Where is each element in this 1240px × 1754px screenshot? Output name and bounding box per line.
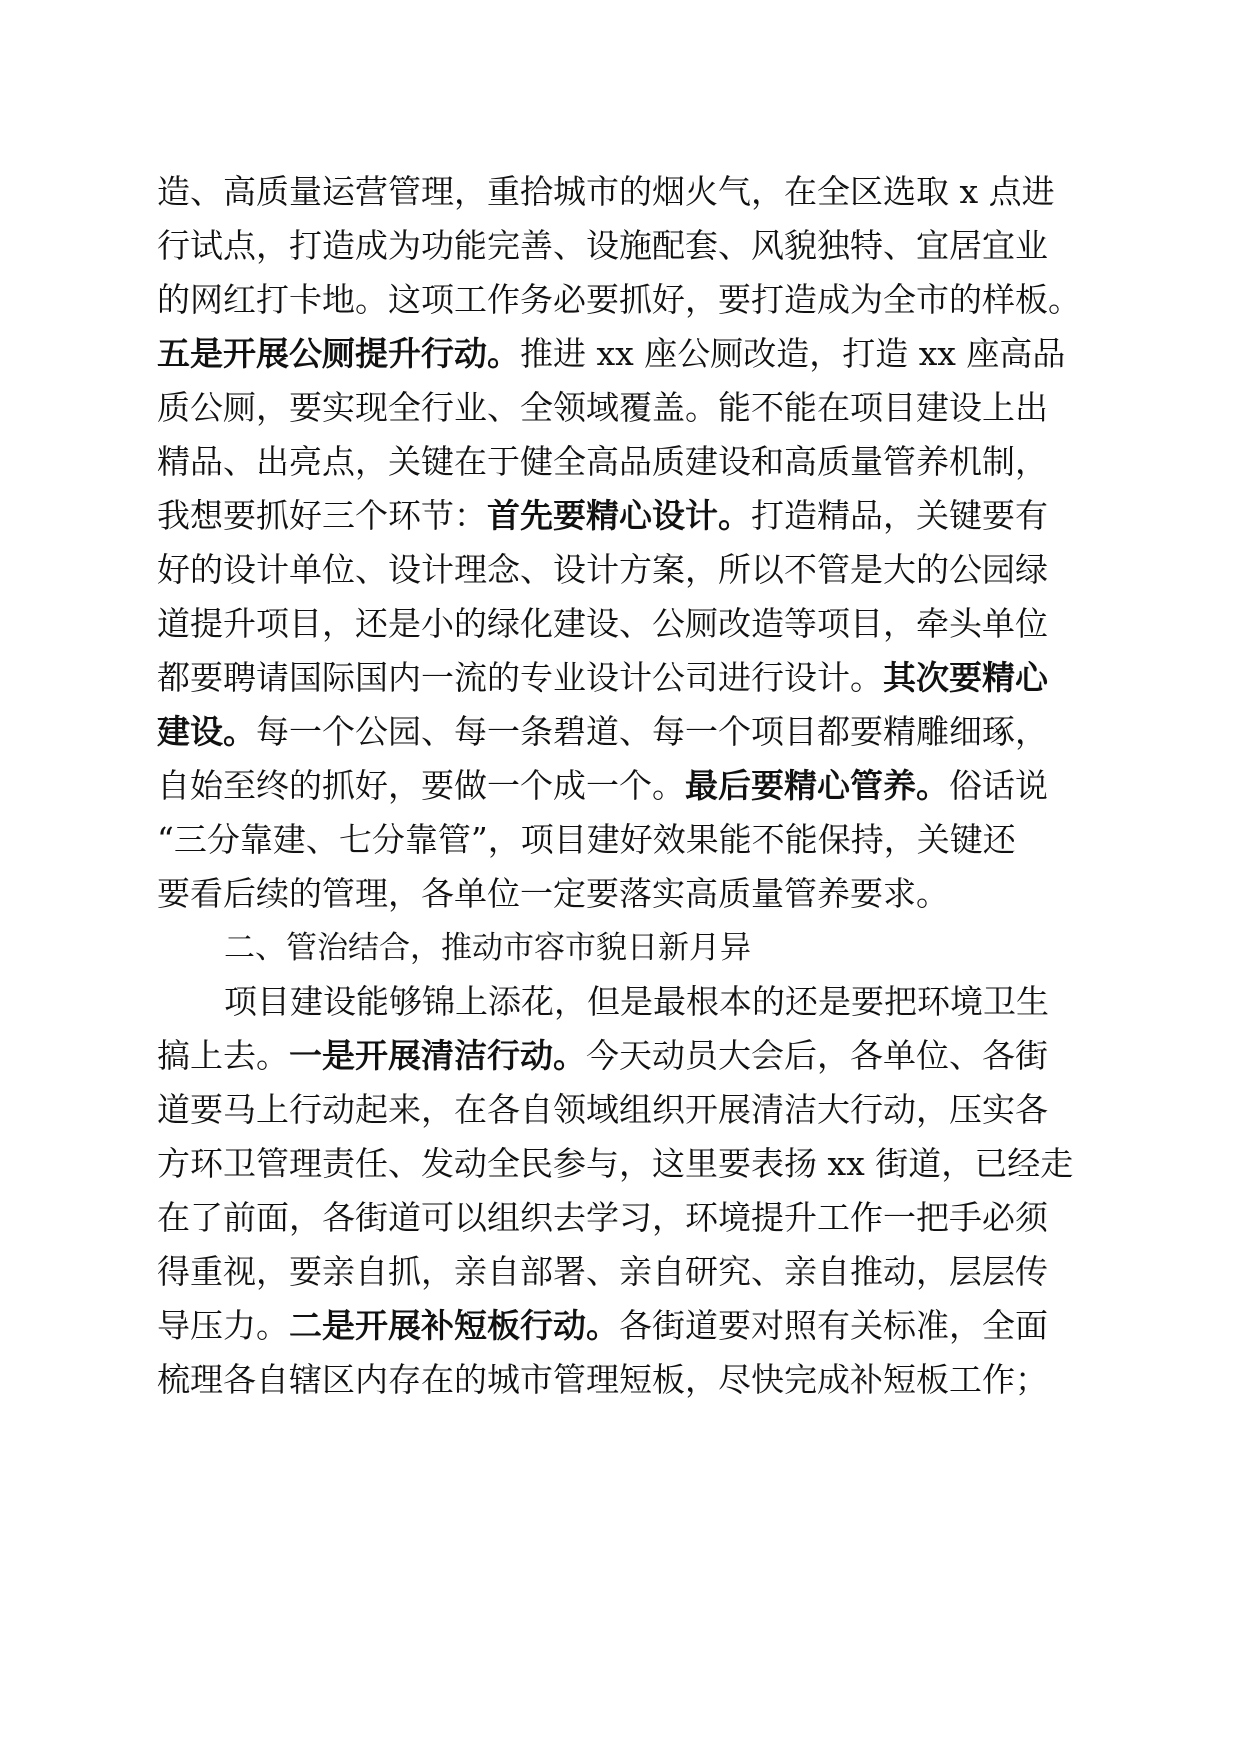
bold-phrase: 二是开展补短板行动。	[289, 1306, 619, 1345]
bold-phrase: 首先要精心设计。	[487, 496, 751, 535]
text-run: 要看后续的管理，各单位一定要落实高质量管养要求。	[157, 874, 949, 913]
text-run: 项目建设能够锦上添花，但是最根本的还是要把环境卫生	[224, 982, 1049, 1021]
text-run: 都要聘请国际国内一流的专业设计公司进行设计。	[157, 658, 883, 697]
text-run: 得重视，要亲自抓，亲自部署、亲自研究、亲自推动，层层传	[157, 1252, 1048, 1291]
text-line	[157, 1351, 1089, 1409]
text-line	[157, 1081, 1089, 1139]
text-run: 造、高质量运营管理，重拾城市的烟火气，在全区选取 x 点进	[157, 172, 1055, 211]
text-line	[157, 163, 1089, 221]
text-run: 今天动员大会后，各单位、各街	[586, 1036, 1048, 1075]
bold-phrase: 一是开展清洁行动。	[289, 1036, 586, 1075]
bold-phrase: 其次要精心	[883, 658, 1048, 697]
text-run: 我想要抓好三个环节：	[157, 496, 487, 535]
text-run: 行试点，打造成为功能完善、设施配套、风貌独特、宜居宜业	[157, 226, 1048, 265]
heading-text: 二、管治结合，推动市容市貌日新月异	[224, 930, 751, 966]
text-run: 搞上去。	[157, 1036, 289, 1075]
text-run: “三分靠建、七分靠管”，项目建好效果能不能保持，关键还	[157, 820, 1016, 859]
text-run: 自始至终的抓好，要做一个成一个。	[157, 766, 685, 805]
text-line	[157, 865, 1089, 923]
text-run: 质公厕，要实现全行业、全领域覆盖。能不能在项目建设上出	[157, 388, 1048, 427]
text-line	[157, 1297, 1089, 1355]
text-run: 道提升项目，还是小的绿化建设、公厕改造等项目，牵头单位	[157, 604, 1048, 643]
text-line	[157, 541, 1089, 599]
text-line	[157, 649, 1089, 707]
text-run: 打造精品，关键要有	[751, 496, 1048, 535]
text-line	[224, 973, 1156, 1031]
text-run: 梳理各自辖区内存在的城市管理短板，尽快完成补短板工作；	[157, 1360, 1048, 1399]
text-line	[157, 379, 1089, 437]
text-run: 导压力。	[157, 1306, 289, 1345]
text-run: 推进 xx 座公厕改造，打造 xx 座高品	[520, 334, 1066, 373]
text-run: 各街道要对照有关标准，全面	[619, 1306, 1048, 1345]
text-line	[157, 487, 1089, 545]
bold-phrase: 建设。	[157, 712, 256, 751]
text-line	[157, 1243, 1089, 1301]
text-line	[157, 1027, 1089, 1085]
text-run: 的网红打卡地。这项工作务必要抓好，要打造成为全市的样板。	[157, 280, 1081, 319]
text-line	[157, 1189, 1089, 1247]
text-run: 精品、出亮点，关键在于健全高品质建设和高质量管养机制，	[157, 442, 1048, 481]
text-line	[157, 811, 1089, 869]
text-line	[157, 217, 1089, 275]
text-run: 俗话说	[949, 766, 1048, 805]
text-line	[157, 703, 1089, 761]
text-line	[157, 1135, 1089, 1193]
text-line	[157, 271, 1089, 329]
bold-phrase: 五是开展公厕提升行动。	[157, 334, 520, 373]
text-run: 道要马上行动起来，在各自领域组织开展清洁大行动，压实各	[157, 1090, 1048, 1129]
text-run: 每一个公园、每一条碧道、每一个项目都要精雕细琢，	[256, 712, 1048, 751]
text-line	[157, 757, 1089, 815]
text-run: 在了前面，各街道可以组织去学习，环境提升工作一把手必须	[157, 1198, 1048, 1237]
bold-phrase: 最后要精心管养。	[685, 766, 949, 805]
text-line	[157, 595, 1089, 653]
section-heading	[224, 919, 1156, 977]
text-run: 方环卫管理责任、发动全民参与，这里要表扬 xx 街道，已经走	[157, 1144, 1074, 1183]
text-line	[157, 325, 1089, 383]
text-run: 好的设计单位、设计理念、设计方案，所以不管是大的公园绿	[157, 550, 1048, 589]
text-line	[157, 433, 1089, 491]
